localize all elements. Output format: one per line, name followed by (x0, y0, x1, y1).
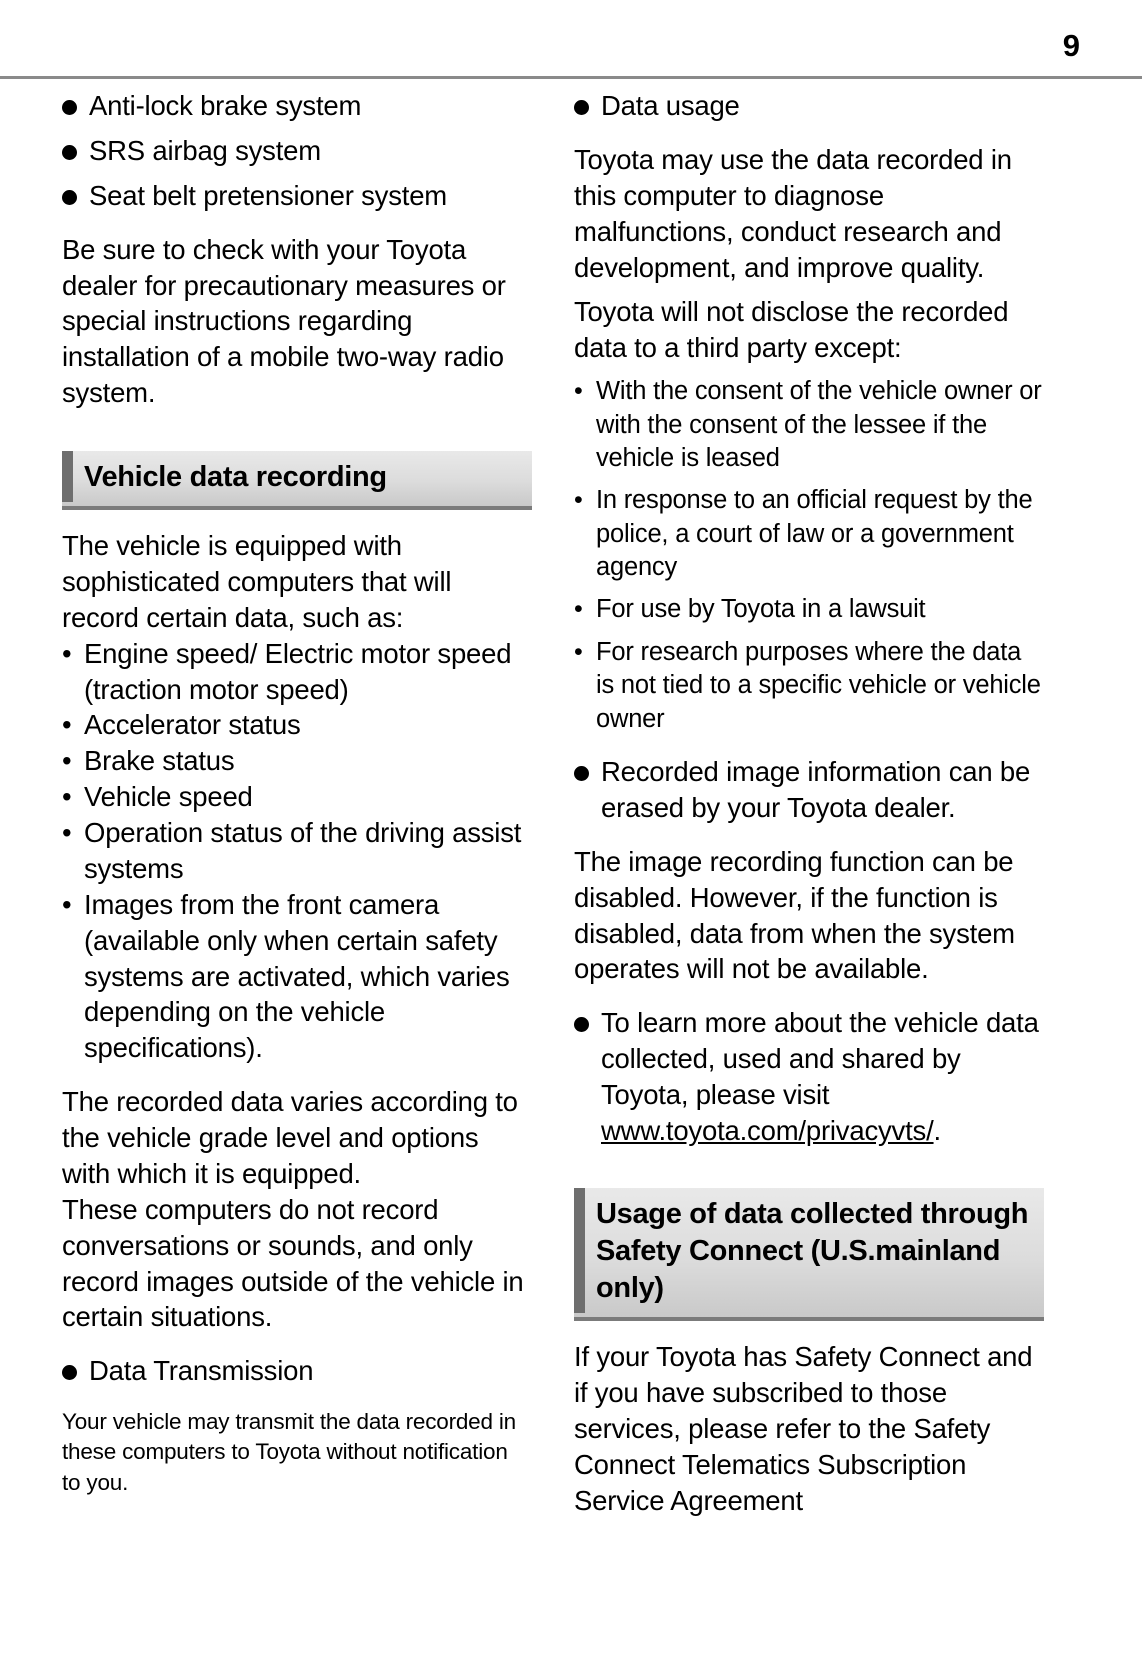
list-item (62, 133, 532, 169)
list-item-label: For research purposes where the data is not tied to a specific vehicle or vehicle owner (596, 637, 1041, 733)
bullet-dot-icon: • (574, 637, 583, 666)
section-heading-vehicle-data-recording (62, 451, 532, 510)
list-item-label: Seat belt pretensioner system (89, 179, 447, 211)
list-item (62, 178, 532, 214)
list-item-label: SRS airbag system (89, 134, 321, 166)
list-item-label: Anti-lock brake system (89, 90, 362, 121)
paragraph-computers-record: The vehicle is equipped with sophisticated computers that will record certain data, such as: (62, 530, 452, 633)
bullet-dot-icon: • (62, 637, 72, 669)
paragraph-image-recording-disable: The image recording function can be disabled. However, if the function is disabled, data from when the system operates will not be available. (574, 845, 1015, 985)
section-heading-safety-connect (574, 1188, 1044, 1321)
list-item-label: Data Transmission (89, 1355, 314, 1387)
bullet-dot-icon: • (574, 377, 583, 406)
list-item (62, 88, 532, 124)
bullet-disc-icon (62, 100, 77, 115)
list-item-recorded-image (574, 754, 1044, 826)
paragraph-precaution: Be sure to check with your Toyota dealer for precautionary measures or special instructions regarding installation of a mobile two-way radio system. (62, 233, 506, 409)
paragraph-recorded-data-varies: The recorded data varies according to the vehicle grade level and options with which it is equipped. (62, 1086, 518, 1189)
bullet-dot-icon: • (62, 709, 72, 741)
list-item (574, 484, 1044, 584)
list-item (62, 636, 532, 708)
learn-more-text: To learn more about the vehicle data collected, used and shared by Toyota, please visit (601, 1007, 1039, 1111)
bullet-dot-icon: • (62, 817, 72, 849)
paragraph-transmit-note: Your vehicle may transmit the data recorded in these computers to Toyota without notification to you. (62, 1409, 516, 1495)
list-item (62, 887, 532, 1066)
list-item-label: Operation status of the driving assist systems (84, 817, 522, 884)
bullet-disc-icon (62, 190, 77, 205)
right-column (574, 88, 1044, 1518)
list-item (574, 375, 1044, 475)
bullet-dot-icon: • (62, 745, 72, 777)
list-item-data-transmission (62, 1353, 532, 1389)
list-item-label: Engine speed/ Electric motor speed (traction motor speed) (84, 637, 512, 705)
bullet-disc-icon (574, 100, 589, 115)
list-item-learn-more (574, 1005, 1044, 1149)
list-item-label (601, 1005, 1044, 1149)
list-item (62, 815, 532, 887)
list-item (574, 636, 1044, 736)
list-item-label: Images from the front camera (available only when certain safety systems are activated, which varies depending on the vehicle specifications). (84, 888, 510, 1064)
list-item-label: Accelerator status (84, 709, 301, 741)
left-column (62, 88, 532, 1518)
bullet-dot-icon: • (574, 486, 583, 515)
list-item-label: Vehicle speed (84, 781, 253, 813)
header-divider (0, 76, 1142, 79)
bullet-dot-icon: • (574, 595, 583, 624)
list-item-label: Recorded image information can be erased by your Toyota dealer. (601, 756, 1031, 823)
learn-more-period: . (933, 1114, 941, 1146)
paragraph-safety-connect: If your Toyota has Safety Connect and if you have subscribed to those services, please refer to the Safety Connect Telematics Subscription Service Agreement (574, 1341, 1033, 1516)
bullet-dot-icon: • (62, 781, 72, 813)
list-item-label: For use by Toyota in a lawsuit (596, 595, 926, 624)
paragraph-not-disclose: Toyota will not disclose the recorded data to a third party except: (574, 296, 1009, 364)
privacy-link[interactable]: www.toyota.com/privacyvts/ (601, 1114, 934, 1146)
list-item (62, 743, 532, 779)
bullet-disc-icon (574, 766, 589, 781)
bullet-disc-icon (574, 1017, 589, 1032)
bullet-disc-icon (62, 145, 77, 160)
list-item (62, 779, 532, 815)
section-heading-label: Vehicle data recording (84, 461, 387, 493)
paragraph-toyota-may-use: Toyota may use the data recorded in this computer to diagnose malfunctions, conduct research and development, and improve quality. (574, 143, 1012, 283)
section-heading-label: Usage of data collected through Safety Connect (U.S.mainland only) (596, 1197, 1029, 1304)
list-item-label: Brake status (84, 745, 235, 777)
list-item-data-usage (574, 88, 1044, 124)
bullet-disc-icon (62, 1365, 77, 1380)
page-number: 9 (1062, 28, 1080, 63)
paragraph-no-conversations: These computers do not record conversations or sounds, and only record images outside of the vehicle in certain situations. (62, 1193, 524, 1333)
list-item-label: In response to an official request by the police, a court of law or a government agency (596, 486, 1033, 582)
list-item (62, 707, 532, 743)
list-item-label: With the consent of the vehicle owner or with the consent of the lessee if the vehicle is leased (596, 377, 1042, 472)
page-columns (0, 88, 1142, 1518)
list-item-label: Data usage (601, 90, 740, 121)
bullet-dot-icon: • (62, 888, 72, 920)
list-item (574, 593, 1044, 626)
